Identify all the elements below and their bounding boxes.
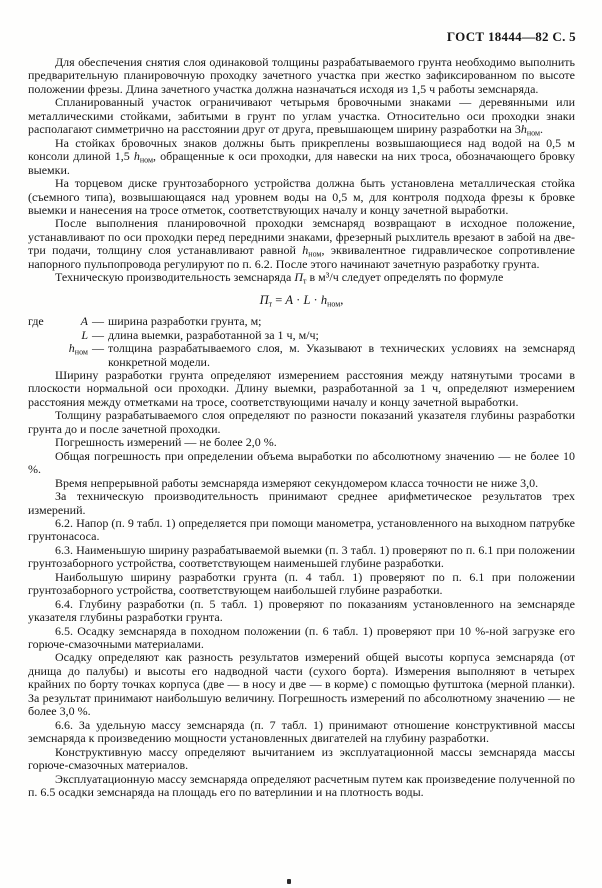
paragraph: На торцевом диске грунтозаборного устройства должна быть установлена металлическая стойка (съемного типа), возвышающаяся над уровнем воды на 0,5 м, для контроля подхода фрезы к бровке выемки и нанесения на тросе отметок, соответствующих началу и концу зачетной выработки. bbox=[28, 176, 575, 217]
definition-dash: — bbox=[92, 341, 104, 356]
paragraph: Ширину разработки грунта определяют измерением расстояния между натянутыми тросами в плоскости нормальной оси проходки. Длину выемки, разработанной за 1 ч, определяют измерением расстояния между отметками на тросе, соответствующими началу и концу зачетной выработки. bbox=[28, 367, 575, 409]
definition-text: ширина разработки грунта, м; bbox=[108, 314, 262, 329]
paragraph: 6.6. За удельную массу земснаряда (п. 7 табл. 1) принимают отношение конструктивной массы земснаряда к произведению мощности установленных двигателей на глубину разработки. bbox=[28, 717, 575, 746]
paragraph: Осадку определяют как разность результатов измерений общей высоты корпуса земснаряда (от днища до палубы) и высоты его надводной части (сухого борта). Измерения выполняют в четырех крайних по борту точках корпуса (две — в носу и две — в корме) с помощью футштока (мерной планки). За результат принимают наибольшую величину. Погрешность измерений по абсолютному значению — не более 3,0 %. bbox=[28, 650, 575, 719]
paragraph: Эксплуатационную массу земснаряда определяют расчетным путем как произведение полученной по п. 6.5 осадки земснаряда на площадь его по ватерлинии и на плотность воды. bbox=[28, 771, 575, 800]
paragraph: Время непрерывной работы земснаряда измеряют секундомером класса точности не ниже 3,0. bbox=[55, 475, 539, 490]
paragraph: На стойках бровочных знаков должны быть прикреплены возвышающиеся над водой на 0,5 м консоли длиной 1,5 $h_{ном}$, обращенные к оси проходки, для навески на них троса, обозначающего бровку выемки. bbox=[28, 135, 575, 177]
paragraph: Техническую производительность земснаряда $П_т$ в м³/ч следует определять по формуле bbox=[55, 270, 504, 286]
paragraph: Погрешность измерений — не более 2,0 %. bbox=[55, 435, 277, 450]
definition-text: длина выемки, разработанной за 1 ч, м/ч; bbox=[108, 327, 319, 342]
paragraph: Толщину разрабатываемого слоя определяют по разности показаний указателя глубины разработки грунта до и после зачетной проходки. bbox=[28, 408, 575, 436]
definition-lead bbox=[28, 342, 55, 369]
formula: $П_т = A \cdot L \cdot h_{ном}$, bbox=[259, 292, 344, 309]
paragraph: Конструктивную массу определяют вычитанием из эксплуатационной массы земснаряда массы горюче-смазочных материалов. bbox=[28, 744, 575, 773]
definition-term: L bbox=[81, 327, 88, 342]
definition-lead bbox=[28, 329, 55, 342]
paragraph: Наибольшую ширину разработки грунта (п. 4 табл. 1) проверяют по п. 6.1 при положении грунтозаборного устройства, соответствующем наибольшей глубине разработки. bbox=[28, 569, 575, 598]
page-header-standard-number: ГОСТ 18444—82 С. 5 bbox=[446, 29, 576, 44]
definition-row bbox=[28, 342, 575, 369]
definition-row bbox=[28, 329, 575, 342]
paragraph: 6.2. Напор (п. 9 табл. 1) определяется при помощи манометра, установленного на выходном патрубке грунтонасоса. bbox=[28, 515, 575, 544]
paragraph: За техническую производительность принимают среднее арифметическое результатов трех измерений. bbox=[28, 489, 575, 517]
definition-lead: где bbox=[28, 314, 44, 329]
definition-dash: — bbox=[92, 314, 104, 329]
scan-speck-artifact bbox=[287, 879, 291, 884]
paragraph: 6.5. Осадку земснаряда в походном положении (п. 6 табл. 1) проверяют при 10 %-ной загрузке его горюче-смазочными материалами. bbox=[28, 623, 575, 652]
document-body bbox=[28, 56, 575, 799]
definition-row bbox=[28, 315, 575, 328]
paragraph: После выполнения планировочной проходки земснаряд возвращают в исходное положение, устанавливают по оси проходки перед передними знаками, фрезерный рыхлитель врезают в забой на две-три подачи, толщину слоя устанавливают равной $h_{ном}$, эквивалентное гидравлическое сопротивление напорного пульпопровода регулируют по п. 6.2. После этого начинают зачетную разработку грунта. bbox=[28, 216, 575, 271]
definition-text: толщина разрабатываемого слоя, м. Указывают в технических условиях на земснаряд конкретной модели. bbox=[108, 341, 575, 369]
paragraph: 6.4. Глубину разработки (п. 5 табл. 1) проверяют по показаниям установленного на земснаряде указателя глубины разработки грунта. bbox=[28, 596, 575, 625]
paragraph: Общая погрешность при определении объема выработки по абсолютному значению — не более 10 %. bbox=[28, 448, 575, 477]
definition-dash: — bbox=[92, 327, 104, 342]
definition-term: A bbox=[80, 314, 88, 329]
paragraph: Спланированный участок ограничивают четырьмя бровочными знаками — деревянными или металлическими стойками, забитыми в грунт по углам участка. Относительно оси проходки знаки располагают симметрично на расстоянии друг от друга, превышающем ширину разработки на $3h_{ном}$. bbox=[28, 95, 575, 138]
paragraph: 6.3. Наименьшую ширину разрабатываемой выемки (п. 3 табл. 1) проверяют по п. 6.1 при положении грунтозаборного устройства, соответствующем наименьшей глубине разработки. bbox=[28, 542, 575, 571]
definition-term: $h_{ном}$ bbox=[68, 341, 88, 357]
paragraph: Для обеспечения снятия слоя одинаковой толщины разрабатываемого грунта необходимо выполнить предварительную планировочную проходку зачетного участка при жестко зафиксированном по высоте положении фрезы. Длина зачетного участка должна назначаться исходя из 1,5 ч работы земснаряда. bbox=[28, 55, 575, 96]
